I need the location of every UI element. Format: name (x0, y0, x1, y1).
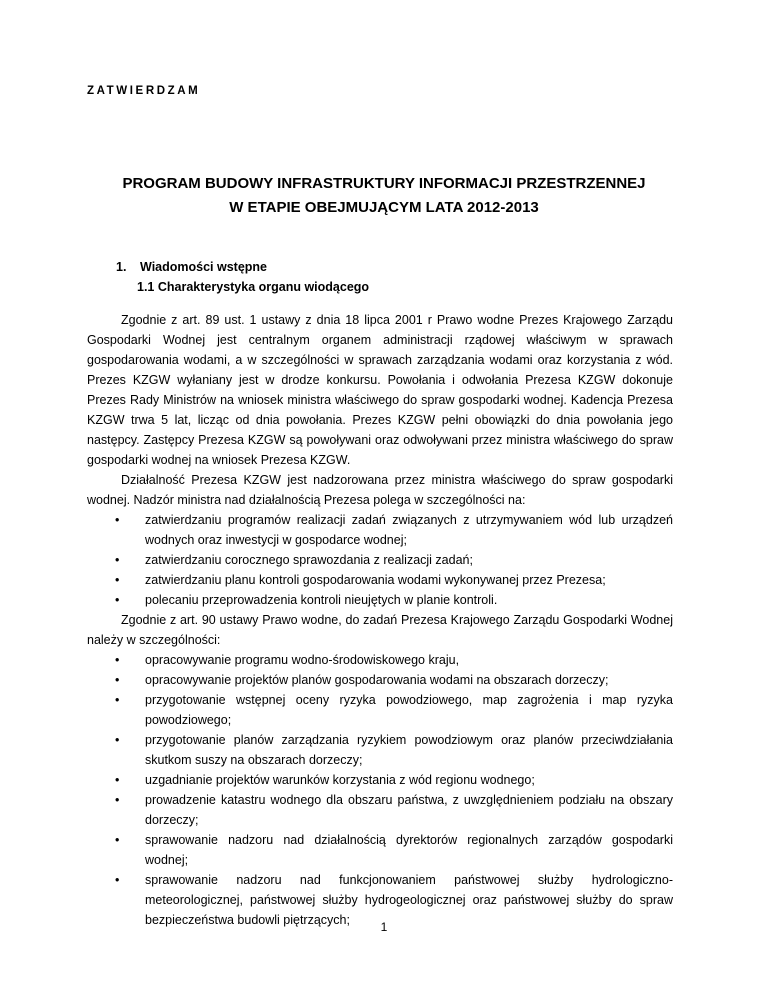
bullet-icon: • (115, 733, 120, 747)
subsection-heading-text: Charakterystyka organu wiodącego (157, 280, 370, 294)
list-item: • zatwierdzaniu corocznego sprawozdania z realizacji zadań; (87, 550, 673, 570)
list-item: • polecaniu przeprowadzenia kontroli nieujętych w planie kontroli. (87, 590, 673, 610)
title-line-1: PROGRAM BUDOWY INFRASTRUKTURY INFORMACJI PRZESTRZENNEJ (122, 175, 646, 192)
subsection-heading-1-1 (137, 280, 369, 294)
supervision-list (87, 510, 673, 610)
section-heading-text: Wiadomości wstępne (140, 260, 267, 274)
bullet-icon: • (115, 653, 120, 667)
body-text (87, 310, 673, 930)
approval-label: ZATWIERDZAM (87, 85, 201, 97)
bullet-icon: • (115, 673, 120, 687)
bullet-icon: • (115, 593, 120, 607)
list-item: • opracowywanie programu wodno-środowiskowego kraju, (87, 650, 673, 670)
paragraph-1: Zgodnie z art. 89 ust. 1 ustawy z dnia 18 lipca 2001 r Prawo wodne Prezes Krajowego Zarządu Gospodarki Wodnej jest centralnym organem administracji rządowej właściwym w sprawach gospodarowania wodami, a w szczególności w sprawach zarządzania wodami oraz korzystania z wód. Prezes KZGW wyłaniany jest w drodze konkursu. Powołania i odwołania Prezesa KZGW dokonuje Prezes Rady Ministrów na wniosek ministra właściwego do spraw gospodarki wodnej. Kadencja Prezesa KZGW trwa 5 lat, licząc od dnia powołania. Prezes KZGW pełni obowiązki do dnia powołania jego następcy. Zastępcy Prezesa KZGW są powoływani oraz odwoływani przez ministra właściwego do spraw gospodarki wodnej na wniosek Prezesa KZGW. (87, 313, 673, 467)
document-title (0, 172, 768, 220)
list-item: • sprawowanie nadzoru nad działalnością dyrektorów regionalnych zarządów gospodarki wodnej; (87, 830, 673, 870)
bullet-icon: • (115, 793, 120, 807)
list-item: • opracowywanie projektów planów gospodarowania wodami na obszarach dorzeczy; (87, 670, 673, 690)
paragraph-2: Działalność Prezesa KZGW jest nadzorowana przez ministra właściwego do spraw gospodarki wodnej. Nadzór ministra nad działalnością Prezesa polega w szczególności na: (87, 473, 673, 507)
list-item: • przygotowanie planów zarządzania ryzykiem powodziowym oraz planów przeciwdziałania skutkom suszy na obszarach dorzeczy; (87, 730, 673, 770)
section-heading-1 (116, 260, 267, 274)
bullet-icon: • (115, 833, 120, 847)
list-item: • prowadzenie katastru wodnego dla obszaru państwa, z uwzględnieniem podziału na obszary dorzeczy; (87, 790, 673, 830)
section-number: 1. (116, 260, 127, 274)
list-item: • przygotowanie wstępnej oceny ryzyka powodziowego, map zagrożenia i map ryzyka powodziowego; (87, 690, 673, 730)
bullet-icon: • (115, 873, 120, 887)
paragraph-3: Zgodnie z art. 90 ustawy Prawo wodne, do zadań Prezesa Krajowego Zarządu Gospodarki Wodnej należy w szczególności: (87, 613, 673, 647)
subsection-number: 1.1 (137, 280, 155, 294)
list-item: • zatwierdzaniu planu kontroli gospodarowania wodami wykonywanej przez Prezesa; (87, 570, 673, 590)
tasks-list (87, 650, 673, 930)
list-item: • uzgadnianie projektów warunków korzystania z wód regionu wodnego; (87, 770, 673, 790)
bullet-icon: • (115, 553, 120, 567)
title-line-2: W ETAPIE OBEJMUJĄCYM LATA 2012-2013 (229, 199, 539, 216)
list-item: • sprawowanie nadzoru nad funkcjonowaniem państwowej służby hydrologiczno-meteorologicznej, państwowej służby hydrogeologicznej oraz państwowej służby do spraw bezpieczeństwa budowli piętrzących; (87, 870, 673, 930)
list-item: • zatwierdzaniu programów realizacji zadań związanych z utrzymywaniem wód lub urządzeń wodnych oraz inwestycji w gospodarce wodnej; (87, 510, 673, 550)
bullet-icon: • (115, 513, 120, 527)
bullet-icon: • (115, 573, 120, 587)
page-number: 1 (380, 920, 388, 934)
bullet-icon: • (115, 693, 120, 707)
bullet-icon: • (115, 773, 120, 787)
